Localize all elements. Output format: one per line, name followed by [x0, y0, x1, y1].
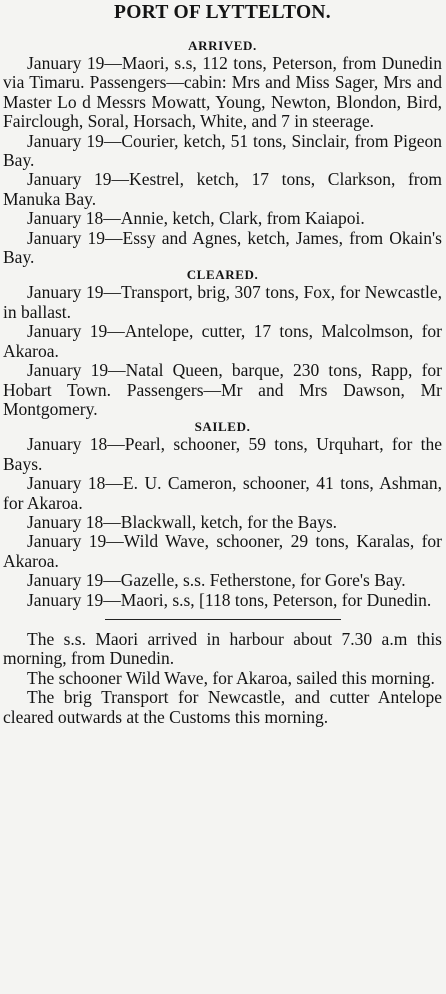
sailed-entry-gazelle: January 19—Gazelle, s.s. Fetherstone, for Gore's Bay. [27, 570, 406, 591]
sailed-entry-maori: January 19—Maori, s.s, [118 tons, Peterson, for Dunedin. [27, 589, 432, 610]
cleared-entry-natal-queen: January 19—Natal Queen, barque, 230 tons, Rapp, for Hobart Town. Passengers—Mr and Mrs Dawson, Mr Montgomery. [3, 360, 442, 419]
page-title: PORT OF LYTTELTON. [114, 2, 331, 23]
sailed-entry-pearl: January 18—Pearl, schooner, 59 tons, Urquhart, for the Bays. [3, 434, 442, 474]
sailed-entry-cameron: January 18—E. U. Cameron, schooner, 41 tons, Ashman, for Akaroa. [3, 473, 442, 513]
arrived-entry-annie: January 18—Annie, ketch, Clark, from Kaiapoi. [27, 208, 365, 229]
cleared-heading: CLEARED. [186, 267, 259, 283]
news-note-transport-antelope-cleared: The brig Transport for Newcastle, and cutter Antelope cleared outwards at the Customs this morning. [3, 687, 442, 727]
arrived-heading: ARRIVED. [188, 38, 257, 53]
sailed-entry-blackwall: January 18—Blackwall, ketch, for the Bays. [27, 511, 338, 532]
arrived-entry-courier: January 19—Courier, ketch, 51 tons, Sinclair, from Pigeon Bay. [3, 130, 442, 171]
arrived-entry-essy-and-agnes: January 19—Essy and Agnes, ketch, James, from Okain's Bay. [3, 227, 442, 268]
cleared-entry-antelope: January 19—Antelope, cutter, 17 tons, Malcolmson, for Akaroa. [3, 321, 442, 361]
cleared-entry-transport: January 19—Transport, brig, 307 tons, Fox, for Newcastle, in ballast. [3, 282, 442, 322]
sailed-heading: SAILED. [194, 419, 251, 435]
section-divider [105, 619, 341, 620]
news-note-wild-wave-sailed: The schooner Wild Wave, for Akaroa, sailed this morning. [27, 667, 435, 688]
arrived-entry-kestrel: January 19—Kestrel, ketch, 17 tons, Clarkson, from Manuka Bay. [3, 169, 442, 209]
sailed-entry-wild-wave: January 19—Wild Wave, schooner, 29 tons, Karalas, for Akaroa. [3, 531, 442, 571]
arrived-entry-maori: January 19—Maori, s.s, 112 tons, Peterson, from Dunedin via Timaru. Passengers—cabin: Mrs and Miss Sager, Mrs and Master Lo d Messrs Mowatt, Young, Newton, Blondon, Bird, Fairclough, Soral, Horsach, White, and 7 in steerage. [3, 53, 442, 132]
news-note-maori-arrival: The s.s. Maori arrived in harbour about 7.30 a.m this morning, from Dunedin. [3, 628, 442, 669]
